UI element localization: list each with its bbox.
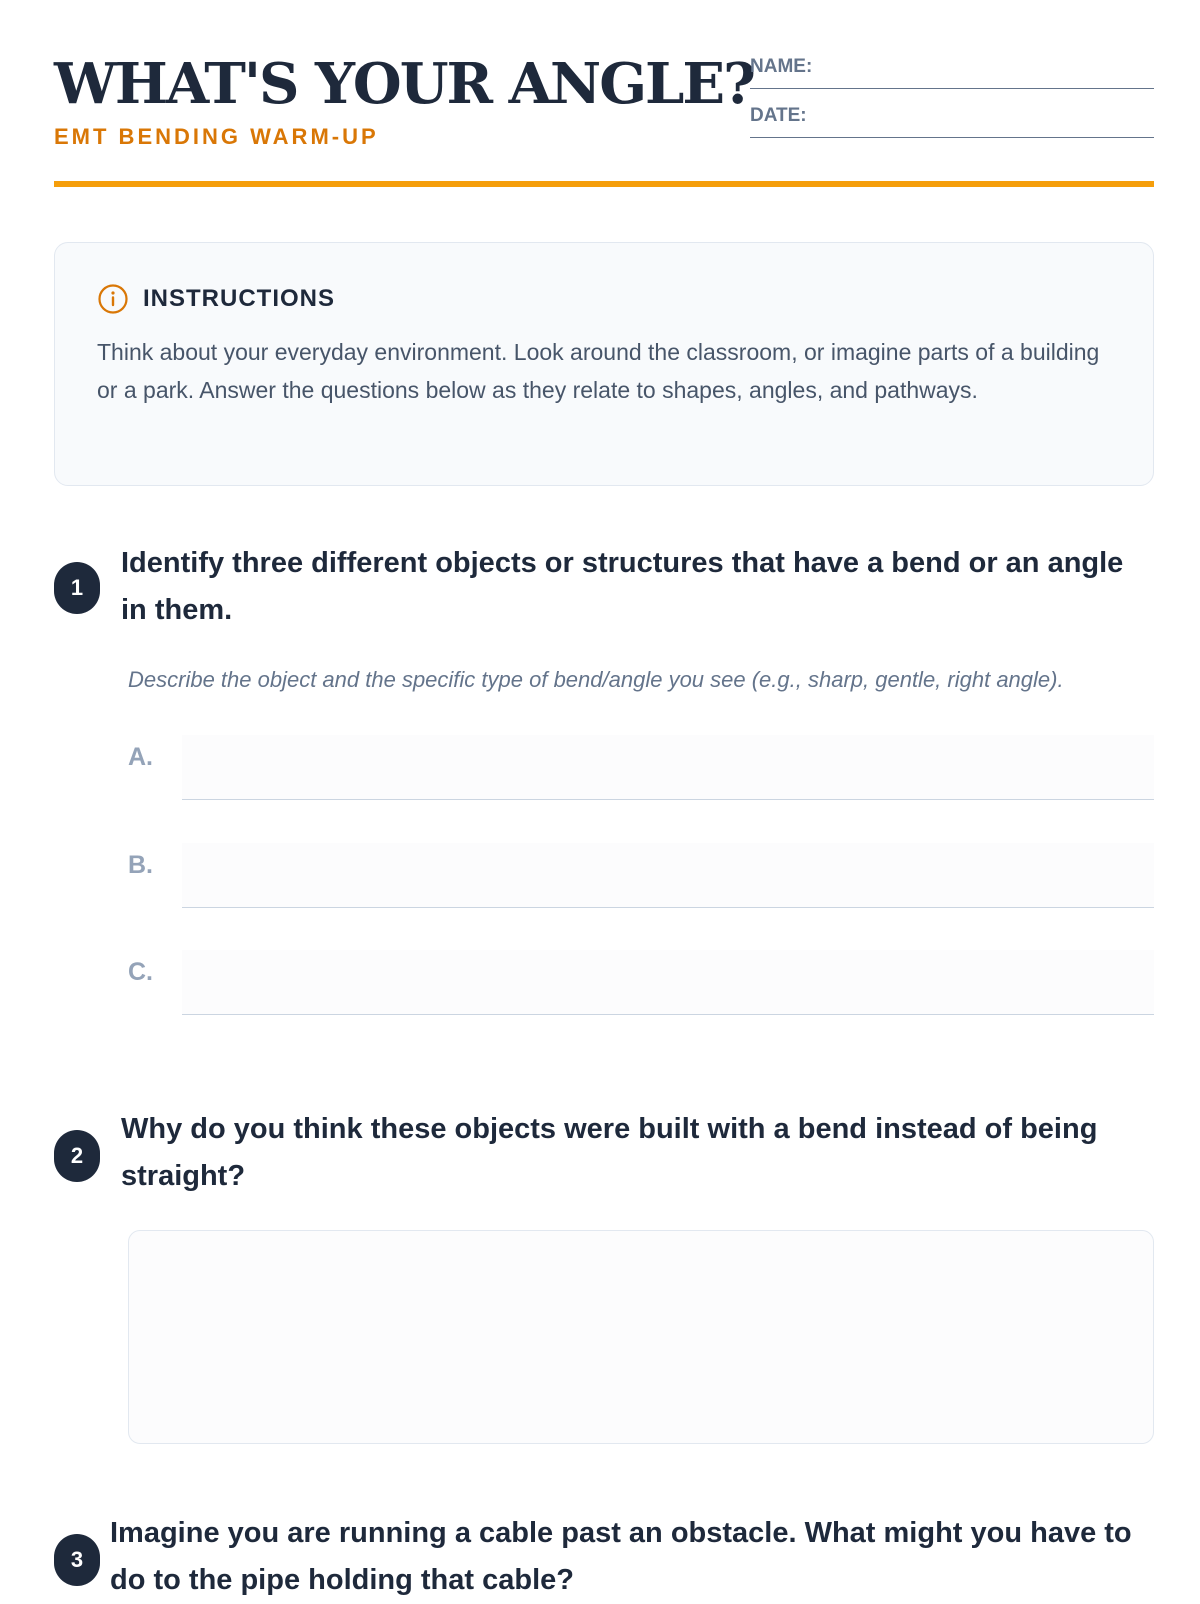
student-info: [750, 52, 1154, 150]
question-number-badge: 1: [54, 562, 100, 614]
date-label: DATE:: [750, 105, 807, 126]
question-text: Identify three different objects or structures that have a bend or an angle in them.: [121, 547, 1124, 626]
question-text: Why do you think these objects were built with a bend instead of being straight?: [121, 1113, 1098, 1192]
instructions-box: [54, 242, 1154, 486]
instructions-text: Think about your everyday environment. Look around the classroom, or imagine parts of a building or a park. Answer the questions below as they relate to shapes, angles, and pathways.: [97, 339, 1100, 403]
name-field[interactable]: [750, 52, 1154, 89]
question-number-badge: 2: [54, 1130, 100, 1182]
answer-label: A.: [128, 743, 153, 771]
answer-row-a: [128, 735, 1154, 801]
answer-line-a[interactable]: [182, 735, 1154, 800]
header-divider: [54, 181, 1154, 187]
page-title: WHAT'S YOUR ANGLE?: [54, 51, 754, 117]
answer-row-b: [128, 843, 1154, 909]
answer-label: C.: [128, 958, 153, 986]
answer-row-c: [128, 950, 1154, 1016]
worksheet-page: [54, 0, 1154, 1596]
question-number-badge: 3: [54, 1534, 100, 1586]
page-subtitle: EMT BENDING WARM-UP: [54, 124, 379, 149]
answer-label: B.: [128, 851, 153, 879]
worksheet-header: [54, 0, 1154, 190]
answer-box[interactable]: [128, 1230, 1154, 1444]
instructions-header: [97, 281, 1111, 317]
name-label: NAME:: [750, 56, 813, 77]
instructions-title: INSTRUCTIONS: [143, 285, 335, 312]
question-text: Imagine you are running a cable past an obstacle. What might you have to do to the pipe holding that cable?: [110, 1517, 1132, 1596]
question-hint: Describe the object and the specific type of bend/angle you see (e.g., sharp, gentle, right angle).: [128, 667, 1064, 692]
answer-line-c[interactable]: [182, 950, 1154, 1015]
date-field[interactable]: [750, 101, 1154, 138]
info-icon: [97, 283, 129, 315]
answer-line-b[interactable]: [182, 843, 1154, 908]
